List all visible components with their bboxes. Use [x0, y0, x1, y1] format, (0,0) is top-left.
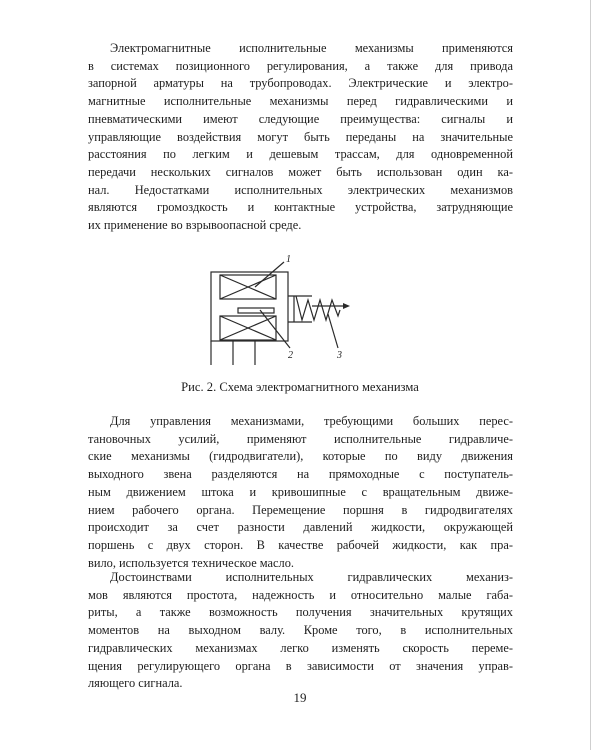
text-line: ляющего сигнала.	[88, 676, 183, 691]
text-line: Электромагнитные исполнительные механизмы применяются	[110, 41, 513, 55]
armature	[238, 308, 274, 313]
paragraph-1	[88, 40, 513, 235]
text-line: вило, используется техническое масло.	[88, 555, 295, 570]
figure-label-1: 1	[286, 254, 291, 265]
text-line: расстояния по легким и дешевым трассам, для одновременной	[88, 147, 513, 162]
text-line: их применение во взрывоопасной среде.	[88, 218, 302, 233]
text-line: тановочных усилий, применяют исполнительные гидравличе-	[88, 431, 513, 446]
text-line: гидравлических механизмах легко изменять скорость переме-	[88, 640, 513, 655]
text-line: нал. Недостатками исполнительных электрических механизмов	[88, 182, 513, 197]
text-line: пневматическими имеют следующие преимущества: сигналы и	[88, 111, 513, 126]
text-line: в системах позиционного регулирования, а также для привода	[88, 58, 513, 73]
text-line: ным движением штока и кривошипные с вращательным движе-	[88, 484, 513, 499]
text-line: являются громоздкость и контактные устройства, затрудняющие	[88, 200, 513, 215]
paragraph-3	[88, 569, 513, 693]
text-line: нием рабочего органа. Перемещение поршня в гидродвигателях	[88, 502, 513, 517]
text-line: Для управления механизмами, требующими больших перес-	[110, 414, 513, 428]
text-line: происходит за счет разности давлений жидкости, окружающей	[88, 520, 513, 535]
text-line: моментов на выходном валу. Кроме того, в исполнительных	[88, 623, 513, 638]
text-line: щения регулирующего органа в зависимости от значения управ-	[88, 658, 513, 673]
text-line: ские механизмы (гидродвигатели), которые по виду движения	[88, 449, 513, 464]
page-number: 19	[293, 690, 307, 705]
page-edge-shadow	[590, 0, 591, 750]
figure-caption: Рис. 2. Схема электромагнитного механизма	[181, 380, 419, 394]
paragraph-2	[88, 413, 513, 572]
text-line: риты, а также возможность получения значительных крутящих	[88, 605, 513, 620]
spring	[296, 296, 340, 320]
electromagnetic-mechanism-diagram	[200, 250, 380, 370]
text-line: передачи нескольких сигналов может быть использован один ка-	[88, 164, 513, 179]
text-line: мов являются простота, надежность и относительно малые габа-	[88, 587, 513, 602]
text-line: запорной арматуры на трубопроводах. Электрические и электро-	[88, 76, 513, 91]
figure-label-3: 3	[337, 350, 342, 361]
text-line: выходного звена разделяются на прямоходные с поступатель-	[88, 467, 513, 482]
text-line: магнитные исполнительные механизмы перед гидравлическими и	[88, 94, 513, 109]
text-line: поршень с двух сторон. В качестве рабочей жидкости, как пра-	[88, 537, 513, 552]
figure-label-2: 2	[288, 350, 293, 361]
text-line: Достоинствами исполнительных гидравлических механиз-	[110, 570, 513, 584]
text-line: управляющие воздействия могут быть переданы на значительные	[88, 129, 513, 144]
